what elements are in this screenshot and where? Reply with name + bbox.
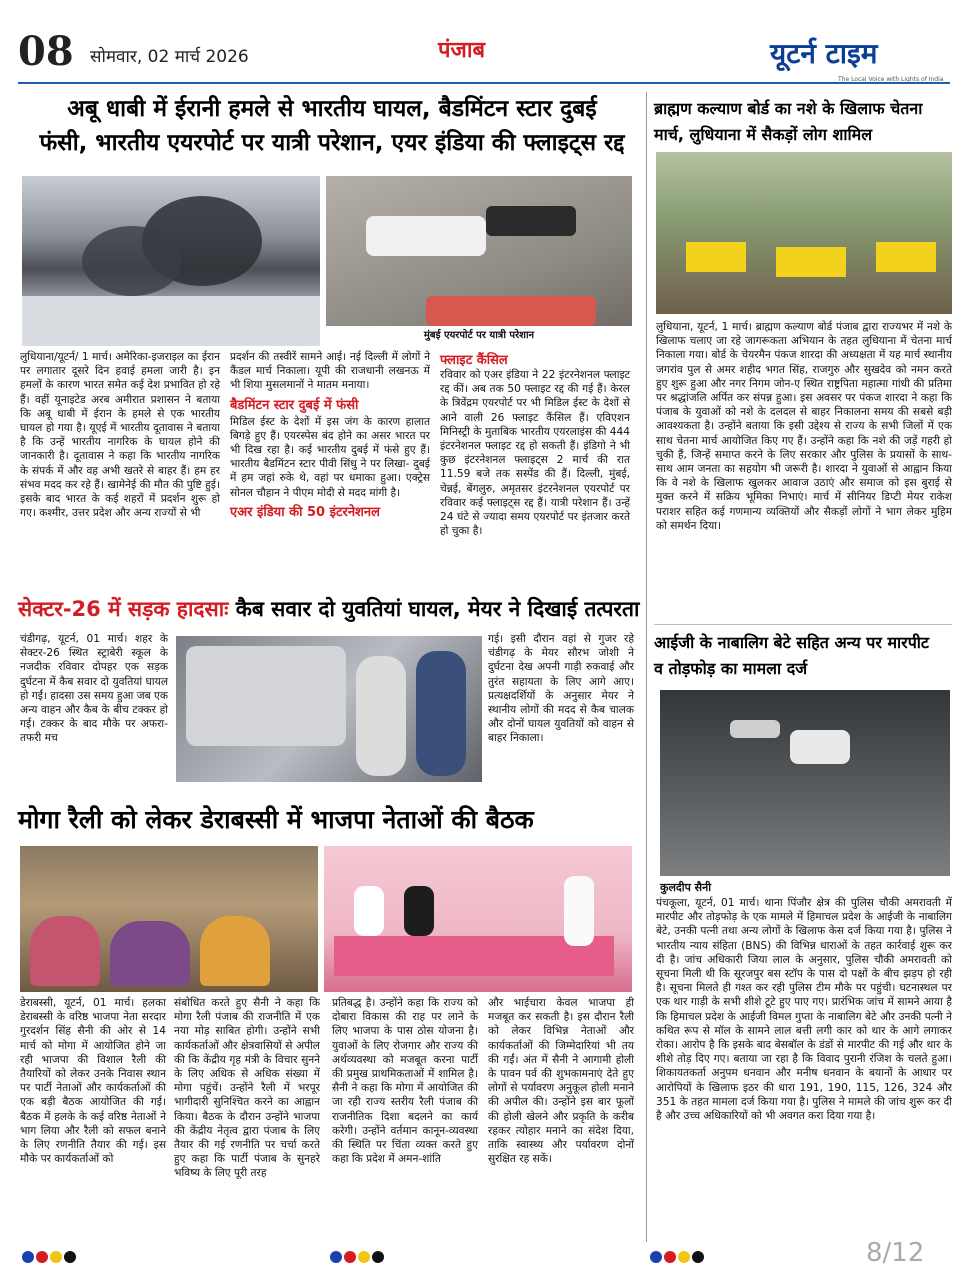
logo-subtitle: The Local Voice with Lights of India xyxy=(838,76,944,83)
story4-headline xyxy=(654,96,954,148)
story2-right-column: गई। इसी दौरान वहां से गुजर रहे चंडीगढ़ के मेयर सौरभ जोशी ने दुर्घटना देख अपनी गाड़ी रुकवाई और तुरंत सहायता के लिए आगे आए। प्रत्यक्षदर्शियों के अनुसार मेयर ने स्थानीय लोगों की मदद से कैब चालक और दोनों घायल युवतियों को वाहन से बाहर निकाला। xyxy=(488,633,634,745)
story5-headline xyxy=(654,630,954,682)
story1-subhead-badminton: बैडमिंटन स्टार दुबई में फंसी xyxy=(230,397,359,413)
story2-left-column: चंडीगढ़, यूटर्न, 01 मार्च। शहर के सेक्टर-26 स्थित स्ट्राबेरी स्कूल के नजदीक रविवार दोपहर एक सड़क दुर्घटना में कैब सवार दो युवतियां घायल हो गईं। हादसा उस समय हुआ जब एक अन्य वाहन और कैब के बीच टक्कर हो गई। टक्कर के बाद मौके पर अफरा-तफरी मच xyxy=(20,633,168,745)
color-dot xyxy=(678,1251,690,1263)
color-dot xyxy=(50,1251,62,1263)
story5-headline-line2: व तोड़फोड़ का मामला दर्ज xyxy=(654,659,808,678)
story3-photo-crowd xyxy=(20,846,318,992)
story3-column-4: और भाईचारा केवल भाजपा ही मजबूत कर सकती है। इस दौरान रैली को लेकर विभिन्न नेताओं और कार्यकर्ताओं की जिम्मेदारियां भी तय की गईं। अंत में सैनी ने आगामी होली के पावन पर्व की शुभकामनाएं देते हुए लोगों से पर्यावरण अनुकूल होली मनाने की अपील की। उन्होंने इस बार फूलों की होली खेलने और प्रकृति के करीब रहकर त्योहार मनाने का संदेश दिया, ताकि स्वास्थ्य और पर्यावरण दोनों सुरक्षित रह सकें। xyxy=(488,997,634,1166)
story3-column-2: संबोधित करते हुए सैनी ने कहा कि मोगा रैली पंजाब की राजनीति में एक नया मोड़ साबित होगी। उन्होंने सभी कार्यकर्ताओं और क्षेत्रवासियों से अपील की कि केंद्रीय गृह मंत्री के विचार सुनने के लिए अधिक से अधिक संख्या में मोगा पहुंचें। उन्होंने रैली में भरपूर भागीदारी सुनिश्चित करने का आह्वान किया। बैठक के दौरान उन्होंने भाजपा की केंद्रीय नेतृत्व द्वारा पंजाब के लिए तैयार की गई रणनीति पर चर्चा करते हुए कहा कि पार्टी पंजाब के सुनहरे भविष्य के लिए पूरी तरह xyxy=(174,997,320,1180)
story2-headline-red: सेक्टर-26 में सड़क हादसाः xyxy=(18,597,229,621)
divider xyxy=(654,624,952,625)
page-indicator: 8/12 xyxy=(866,1238,925,1268)
photo-caption: मुंबई एयरपोर्ट पर यात्री परेशान xyxy=(326,326,632,346)
story3-photo-meeting xyxy=(324,846,632,992)
color-dot xyxy=(664,1251,676,1263)
color-dot xyxy=(372,1251,384,1263)
page-number: 08 xyxy=(18,28,74,75)
story4-photo-march xyxy=(656,152,952,314)
story3-column-3: प्रतिबद्ध है। उन्होंने कहा कि राज्य को दोबारा विकास की राह पर लाने के लिए भाजपा के पास ठोस योजना है। युवाओं के लिए रोजगार और राज्य की अर्थव्यवस्था को मजबूत करना पार्टी की प्रमुख प्राथमिकताओं में शामिल है। सैनी ने कहा कि मोगा में आयोजित की जा रही राज्य स्तरीय रैली पंजाब की राजनीतिक दिशा बदलने का कार्य करेगी। उन्होंने वर्तमान कानून-व्यवस्था की स्थिति पर चिंता व्यक्त करते हुए कहा कि प्रदेश में अमन-शांति xyxy=(332,997,478,1166)
story2-photo xyxy=(176,636,482,782)
story1-column-2 xyxy=(230,350,430,520)
color-dot xyxy=(650,1251,662,1263)
story2-headline xyxy=(18,594,638,624)
story4-headline-line1: ब्राह्मण कल्याण बोर्ड का नशे के खिलाफ चेतना xyxy=(654,99,923,118)
story1-subhead-flight: फ्लाइट कैंसिल xyxy=(440,353,508,368)
story3-headline: मोगा रैली को लेकर डेराबस्सी में भाजपा नेताओं की बैठक xyxy=(18,805,534,834)
story2-headline-black: कैब सवार दो युवतियां घायल, मेयर ने दिखाई तत्परता xyxy=(228,597,640,621)
color-dot xyxy=(358,1251,370,1263)
story1-headline-line1: अबू धाबी में ईरानी हमले से भारतीय घायल, बैडमिंटन स्टार दुबई xyxy=(67,96,597,122)
color-dot xyxy=(344,1251,356,1263)
story1-headline-line2: फंसी, भारतीय एयरपोर्ट पर यात्री परेशान, एयर इंडिया की फ्लाइट्स रद्द xyxy=(39,130,625,156)
story5-body: पंचकूला, यूटर्न, 01 मार्च। थाना पिंजौर क्षेत्र की पुलिस चौकी अमरावती में मारपीट और तोड़फोड़ के एक मामले में हिमाचल प्रदेश के आईजी के नाबालिग बेटे, उनकी पत्नी तथा अन्य लोगों के खिलाफ केस दर्ज किया गया है। पुलिस ने भारतीय न्याय संहिता (BNS) की विभिन्न धाराओं के तहत कार्रवाई शुरू कर दी है। जांच अधिकारी जिया लाल के अनुसार, पुलिस चौकी अमरावती को सूचना मिली थी कि सूरजपुर बस स्टॉप के पास दो पक्षों के बीच झड़प हो रही है। सूचना मिलते ही गश्त कर रही पुलिस टीम मौके पर पहुंची। घटनास्थल पर एक थार गाड़ी के सभी शीशे टूटे हुए पाए गए। प्रारंभिक जांच में सामने आया है कि हिमाचल प्रदेश के आईजी विमल गुप्ता के नाबालिग बेटे और उनकी पत्नी ने कथित रूप से मॉल के सामने लाल बत्ती लगी कार को थार के आगे लगाकर रोका। आरोप है कि इसके बाद बेसबॉल के डंडों से मारपीट की गई और थार के शीशे तोड़ दिए गए। बताया जा रहा है कि विवाद पुरानी रंजिश के चलते हुआ। शिकायतकर्ता अनुपम धनवान और मनीष धनवान के बयानों के आधार पर आरोपियों के खिलाफ इठर की धारा 191, 190, 115, 126, 324 और 351 के तहत मामला दर्ज किया गया है। पुलिस ने मामले की जांच शुरू कर दी है और उच्च अधिकारियों को भी अवगत करा दिया गया है। xyxy=(656,897,952,1123)
story1-headline xyxy=(22,92,642,160)
color-dot xyxy=(330,1251,342,1263)
color-dot xyxy=(64,1251,76,1263)
story3-column-1: डेराबस्सी, यूटर्न, 01 मार्च। हलका डेराबस्सी के वरिष्ठ भाजपा नेता सरदार गुरदर्शन सिंह सैनी की ओर से 14 मार्च को मोगा में आयोजित होने जा रही भाजपा की विशाल रैली की तैयारियों को लेकर उनके निवास स्थान पर पार्टी नेताओं और कार्यकर्ताओं की एक बड़ी बैठक आयोजित की गई। बैठक में हलके के कई वरिष्ठ नेताओं ने भाग लिया और रैली को सफल बनाने के लिए रणनीति तैयार की गई। इस मौके पर कार्यकर्ताओं को xyxy=(20,997,166,1166)
footer-dots-center xyxy=(330,1248,386,1267)
color-dot xyxy=(692,1251,704,1263)
footer-dots-left xyxy=(22,1248,78,1267)
story1-column-3 xyxy=(440,350,630,538)
section-label: पंजाब xyxy=(438,38,486,63)
date: सोमवार, 02 मार्च 2026 xyxy=(90,47,249,67)
column-divider xyxy=(646,92,647,1242)
story5-headline-line1: आईजी के नाबालिग बेटे सहित अन्य पर मारपीट xyxy=(654,633,929,652)
newspaper-logo: यूटर्न टाइम xyxy=(770,37,878,70)
story4-headline-line2: मार्च, लुधियाना में सैकड़ों लोग शामिल xyxy=(654,125,873,144)
story5-byline: कुलदीप सैनी xyxy=(660,881,712,894)
story1-column-2-text-b: मिडिल ईस्ट के देशों में इस जंग के कारण हालात बिगड़े हुए हैं। एयरस्पेस बंद होने का असर भारत पर भी दिख रहा है। कई भारतीय दुबई में फंसे हुए हैं। भारतीय बैडमिंटन स्टार पीवी सिंधु ने पर लिखा- दुबई में हम जहां रुके थे, वहां पर धमाका हुआ। एक्ट्रेस सोनल चौहान ने पीएम मोदी से मदद मांगी है। xyxy=(230,415,430,499)
story1-photo-smoke xyxy=(22,176,320,346)
footer-dots-right xyxy=(650,1248,706,1267)
story1-column-2-text-a: प्रदर्शन की तस्वीरें सामने आई। नई दिल्ली में लोगों ने कैंडल मार्च निकाला। यूपी की राजधानी लखनऊ में भी शिया मुसलमानों ने मातम मनाया। xyxy=(230,351,430,392)
story1-photo-airport xyxy=(326,176,632,346)
color-dot xyxy=(22,1251,34,1263)
story5-photo-cctv xyxy=(660,690,950,876)
story1-subhead-airindia: एअर इंडिया की 50 इंटरनेशनल xyxy=(230,504,380,520)
masthead xyxy=(18,28,950,84)
story1-column-1: लुधियाना/यूटर्न/ 1 मार्च। अमेरिका-इजराइल का ईरान पर लगातार दूसरे दिन हवाई हमला जारी है। इन हमलों के कारण भारत समेत कई देश प्रभावित हो रहे हैं। वहीं यूनाइटेड अरब अमीरात प्रशासन ने बताया कि अबू धाबी में ईरान के हमले से एक भारतीय घायल हो गया है। यूएई में भारतीय दूतावास ने बताया है कि उन्हें भारतीय नागरिक के घायल होने की जानकारी है। दूतावास ने कहा कि भारतीय नागरिक के संपर्क में और वह अभी खतरे से बाहर हैं। हम हर संभव मदद कर रहे हैं। खामेनेई की मौत की पुष्टि हुई। इसके बाद भारत के कई शहरों में प्रदर्शन शुरू हो गए। कश्मीर, उत्तर प्रदेश और अन्य राज्यों से भी xyxy=(20,351,220,520)
story4-body: लुधियाना, यूटर्न, 1 मार्च। ब्राह्मण कल्याण बोर्ड पंजाब द्वारा राज्यभर में नशे के खिलाफ चलाए जा रहे जागरूकता अभियान के तहत लुधियाना में चेतना मार्च निकाला गया। बोर्ड के चेयरमैन पंकज शारदा की अध्यक्षता में यह मार्च स्थानीय जगरांव पुल से अमर शहीद भगत सिंह, राजगुरु और सुखदेव को नमन करते हुए शुरू हुआ और नगर निगम जोन-ए स्थित राष्ट्रपिता महात्मा गांधी की प्रतिमा पर श्रद्धांजलि अर्पित कर संपन्न हुआ। इस अवसर पर पंकज शारदा ने कहा कि पंजाब के युवाओं को नशे के दलदल से बाहर निकालना समय की सबसे बड़ी आवश्यकता है। उन्होंने बताया कि इसी उद्देश्य से राज्य के सभी जिलों में एक साथ चेतना मार्च आयोजित किए गए हैं। उन्होंने कहा कि नशे की जड़ें गहरी हो चुकी हैं, जिन्हें समाप्त करने के लिए सरकार और पुलिस के प्रयासों के साथ-साथ आम जनता का सहयोग भी जरूरी है। शारदा ने युवाओं से आह्वान किया कि वे नशे के खिलाफ खुलकर आवाज उठाएं और समाज को इस बुराई से मुक्त करने में सक्रिय भूमिका निभाएं। मार्च में सीनियर डिप्टी मेयर राकेश पराशर सहित कई गणमान्य व्यक्तियों और सैकड़ों लोगों ने भाग लेकर मुहिम को समर्थन दिया। xyxy=(656,321,952,532)
story1-column-3-text: रविवार को एअर इंडिया ने 22 इंटरनेशनल फ्लाइट रद्द कीं। अब तक 50 फ्लाइट रद्द की गई हैं। केरल के त्रिवेंद्रम एयरपोर्ट पर भी मिडिल ईस्ट के देशों से आने वाली 26 फ्लाइट कैंसिल हैं। एविएशन मिनिस्ट्री के मुताबिक भारतीय एयरलाइंस की 444 इंटरनेशनल फ्लाइट रद्द हो सकती हैं। इंडिगो ने भी कुछ इंटरनेशनल फ्लाइट्स 2 मार्च की रात 11.59 बजे तक सस्पेंड की हैं। दिल्ली, मुंबई, चेन्नई, बेंगलुरु, अमृतसर इंटरनेशनल एयरपोर्ट पर रविवार कई फ्लाइट्स रद्द हैं। यात्री परेशान हैं। उन्हें 24 घंटे से ज्यादा समय एयरपोर्ट पर इंतजार करते हो चुका है। xyxy=(440,369,630,538)
color-dot xyxy=(36,1251,48,1263)
